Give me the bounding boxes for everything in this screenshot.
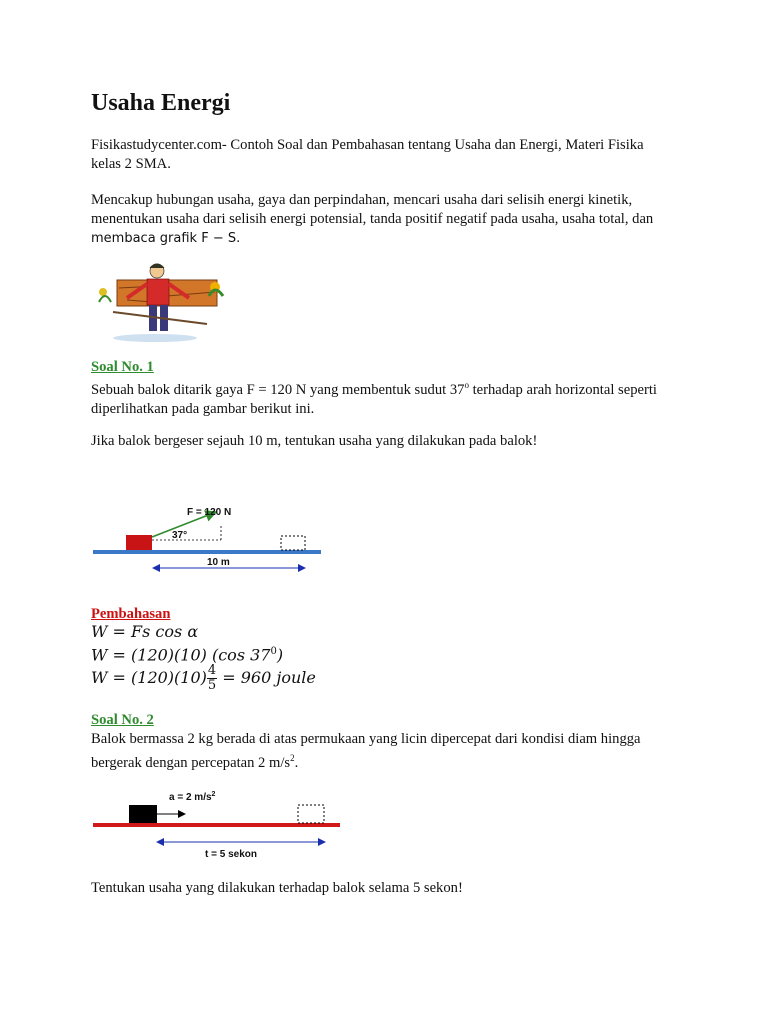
equation-3-part-b: = 960 <box>217 668 277 687</box>
soal-1-degree-sup: o <box>464 380 469 390</box>
accel-label: a = 2 $m/s^2$ <box>169 791 216 803</box>
soal-1-line-1a: Sebuah balok ditarik gaya F = 120 N yang membentuk sudut 37 <box>91 381 465 398</box>
pembahasan-heading: Pembahasan <box>91 606 171 622</box>
equation-3-part-a: W = (120)(10) <box>91 668 207 687</box>
fraction-four-fifths <box>207 664 217 693</box>
soal-2-question <box>91 730 641 773</box>
description-line-3 <box>91 230 240 246</box>
equation-2-part-a: W = (120)(10) (cos 37 <box>91 645 271 665</box>
intro-paragraph <box>91 136 644 174</box>
soal-2-sup: 2 <box>290 753 295 763</box>
soal-2-task: Tentukan usaha yang dilakukan terhadap balok selama 5 sekon! <box>91 880 463 896</box>
soal-2-figure <box>91 786 351 866</box>
worker-clipart-illustration <box>97 262 247 344</box>
soal-2-heading: Soal No. 2 <box>91 712 154 728</box>
soal-2-line-2b: . <box>294 754 299 771</box>
soal-1-heading: Soal No. 1 <box>91 359 154 375</box>
angle-label: 37° <box>172 530 188 541</box>
soal-1-line-2: diperlihatkan pada gambar berikut ini. <box>91 400 315 417</box>
fraction-numerator: 4 <box>207 663 217 678</box>
equation-3 <box>91 664 316 693</box>
block <box>126 535 152 550</box>
description-line-3-text: membaca grafik <box>91 231 202 246</box>
ghost-block <box>298 805 324 823</box>
surface-line <box>93 550 321 554</box>
description-line-1: Mencakup hubungan usaha, gaya dan perpindahan, mencari usaha dari selisih energi kinetik, <box>91 192 633 208</box>
graph-label-math: F − S. <box>201 231 241 246</box>
equation-2 <box>91 642 283 665</box>
equation-1: W = Fs cos α <box>91 622 199 641</box>
description-paragraph <box>91 191 653 248</box>
ghost-block <box>281 536 305 550</box>
soal-2-line-2a: bergerak dengan percepatan 2 m/s <box>91 754 291 771</box>
soal-1-task: Jika balok bergeser sejauh 10 m, tentukan usaha yang dilakukan pada balok! <box>91 433 538 449</box>
soal-1-question <box>91 376 657 419</box>
soal-1-line-1b: terhadap arah horizontal seperti <box>468 381 657 398</box>
soal-1-figure <box>91 500 331 580</box>
time-label: t = 5 sekon <box>205 849 257 860</box>
equation-2-sup: 0 <box>270 646 277 657</box>
description-line-2: menentukan usaha dari selisih energi potensial, tanda positif negatif pada usaha, usaha total, dan <box>91 211 654 227</box>
block <box>129 805 157 823</box>
soal-2-line-1: Balok bermassa 2 kg berada di atas permukaan yang licin dipercepat dari kondisi diam hingga <box>91 731 641 747</box>
intro-line-1: Fisikastudycenter.com- Contoh Soal dan Pembahasan tentang Usaha dan Energi, Materi Fisika <box>91 137 644 153</box>
page-title: Usaha Energi <box>91 90 231 116</box>
force-label: F = 120 N <box>187 507 232 518</box>
equation-2-part-b: ) <box>276 645 284 665</box>
intro-line-2: kelas 2 SMA. <box>91 156 171 172</box>
fraction-denominator: 5 <box>207 678 217 693</box>
distance-label: 10 m <box>207 557 230 568</box>
surface-line <box>93 823 340 827</box>
equation-3-unit: joule <box>276 668 316 687</box>
